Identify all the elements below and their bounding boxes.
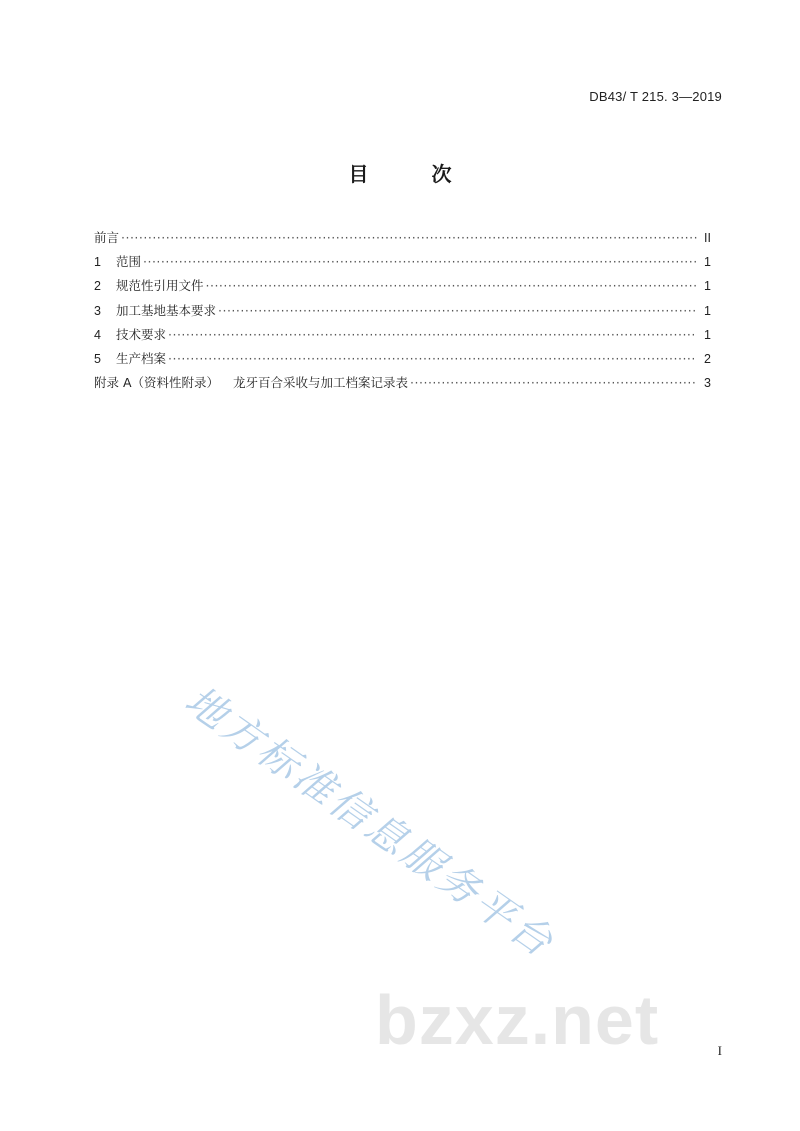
annex-title: 龙牙百合采收与加工档案记录表 bbox=[233, 375, 409, 391]
toc-entry-page: 1 bbox=[704, 303, 711, 318]
toc-entry-page: 3 bbox=[704, 376, 711, 391]
toc-entry-normative-references[interactable] bbox=[94, 276, 711, 300]
toc-leader-dots bbox=[410, 375, 697, 390]
toc-entry-number: 3 bbox=[94, 303, 101, 318]
toc-entry-number: 1 bbox=[94, 255, 101, 270]
toc-entry-label: 生产档案 bbox=[116, 350, 167, 366]
toc-entry-page: 2 bbox=[704, 351, 711, 366]
toc-entry-label: 规范性引用文件 bbox=[116, 278, 204, 294]
toc-leader-dots bbox=[218, 303, 697, 318]
toc-entry-number: 5 bbox=[94, 351, 101, 366]
toc-entry-label bbox=[94, 373, 408, 391]
site-watermark: bzxz.net bbox=[375, 981, 660, 1059]
toc-entry-number: 2 bbox=[94, 279, 101, 294]
toc-title: 目 次 bbox=[348, 162, 480, 186]
toc-leader-dots bbox=[168, 351, 697, 366]
annex-label: 附录 A（资料性附录） bbox=[94, 375, 220, 391]
standard-code: DB43/ T 215. 3—2019 bbox=[589, 89, 722, 104]
toc-entry-technical-requirements[interactable] bbox=[94, 325, 711, 349]
toc-entry-foreword[interactable] bbox=[94, 228, 711, 252]
toc-entry-page: 1 bbox=[704, 279, 711, 294]
page-number: I bbox=[717, 1043, 722, 1058]
table-of-contents bbox=[94, 228, 711, 397]
toc-entry-label: 前言 bbox=[94, 230, 120, 245]
toc-entry-production-records[interactable] bbox=[94, 349, 711, 373]
toc-entry-page: 1 bbox=[704, 327, 711, 342]
toc-leader-dots bbox=[143, 254, 697, 269]
toc-entry-label: 加工基地基本要求 bbox=[116, 302, 217, 318]
platform-watermark: 地方标准信息服务平台 bbox=[176, 677, 564, 968]
toc-leader-dots bbox=[121, 230, 697, 245]
toc-entry-number: 4 bbox=[94, 327, 101, 342]
toc-entry-processing-base-requirements[interactable] bbox=[94, 301, 711, 325]
toc-entry-label: 范围 bbox=[116, 254, 142, 270]
toc-leader-dots bbox=[168, 327, 697, 342]
toc-entry-page: 1 bbox=[704, 255, 711, 270]
toc-entry-page: II bbox=[704, 231, 711, 245]
toc-entry-label: 技术要求 bbox=[116, 326, 167, 342]
toc-entry-annex-a[interactable] bbox=[94, 373, 711, 397]
toc-leader-dots bbox=[206, 278, 697, 293]
toc-entry-scope[interactable] bbox=[94, 252, 711, 276]
